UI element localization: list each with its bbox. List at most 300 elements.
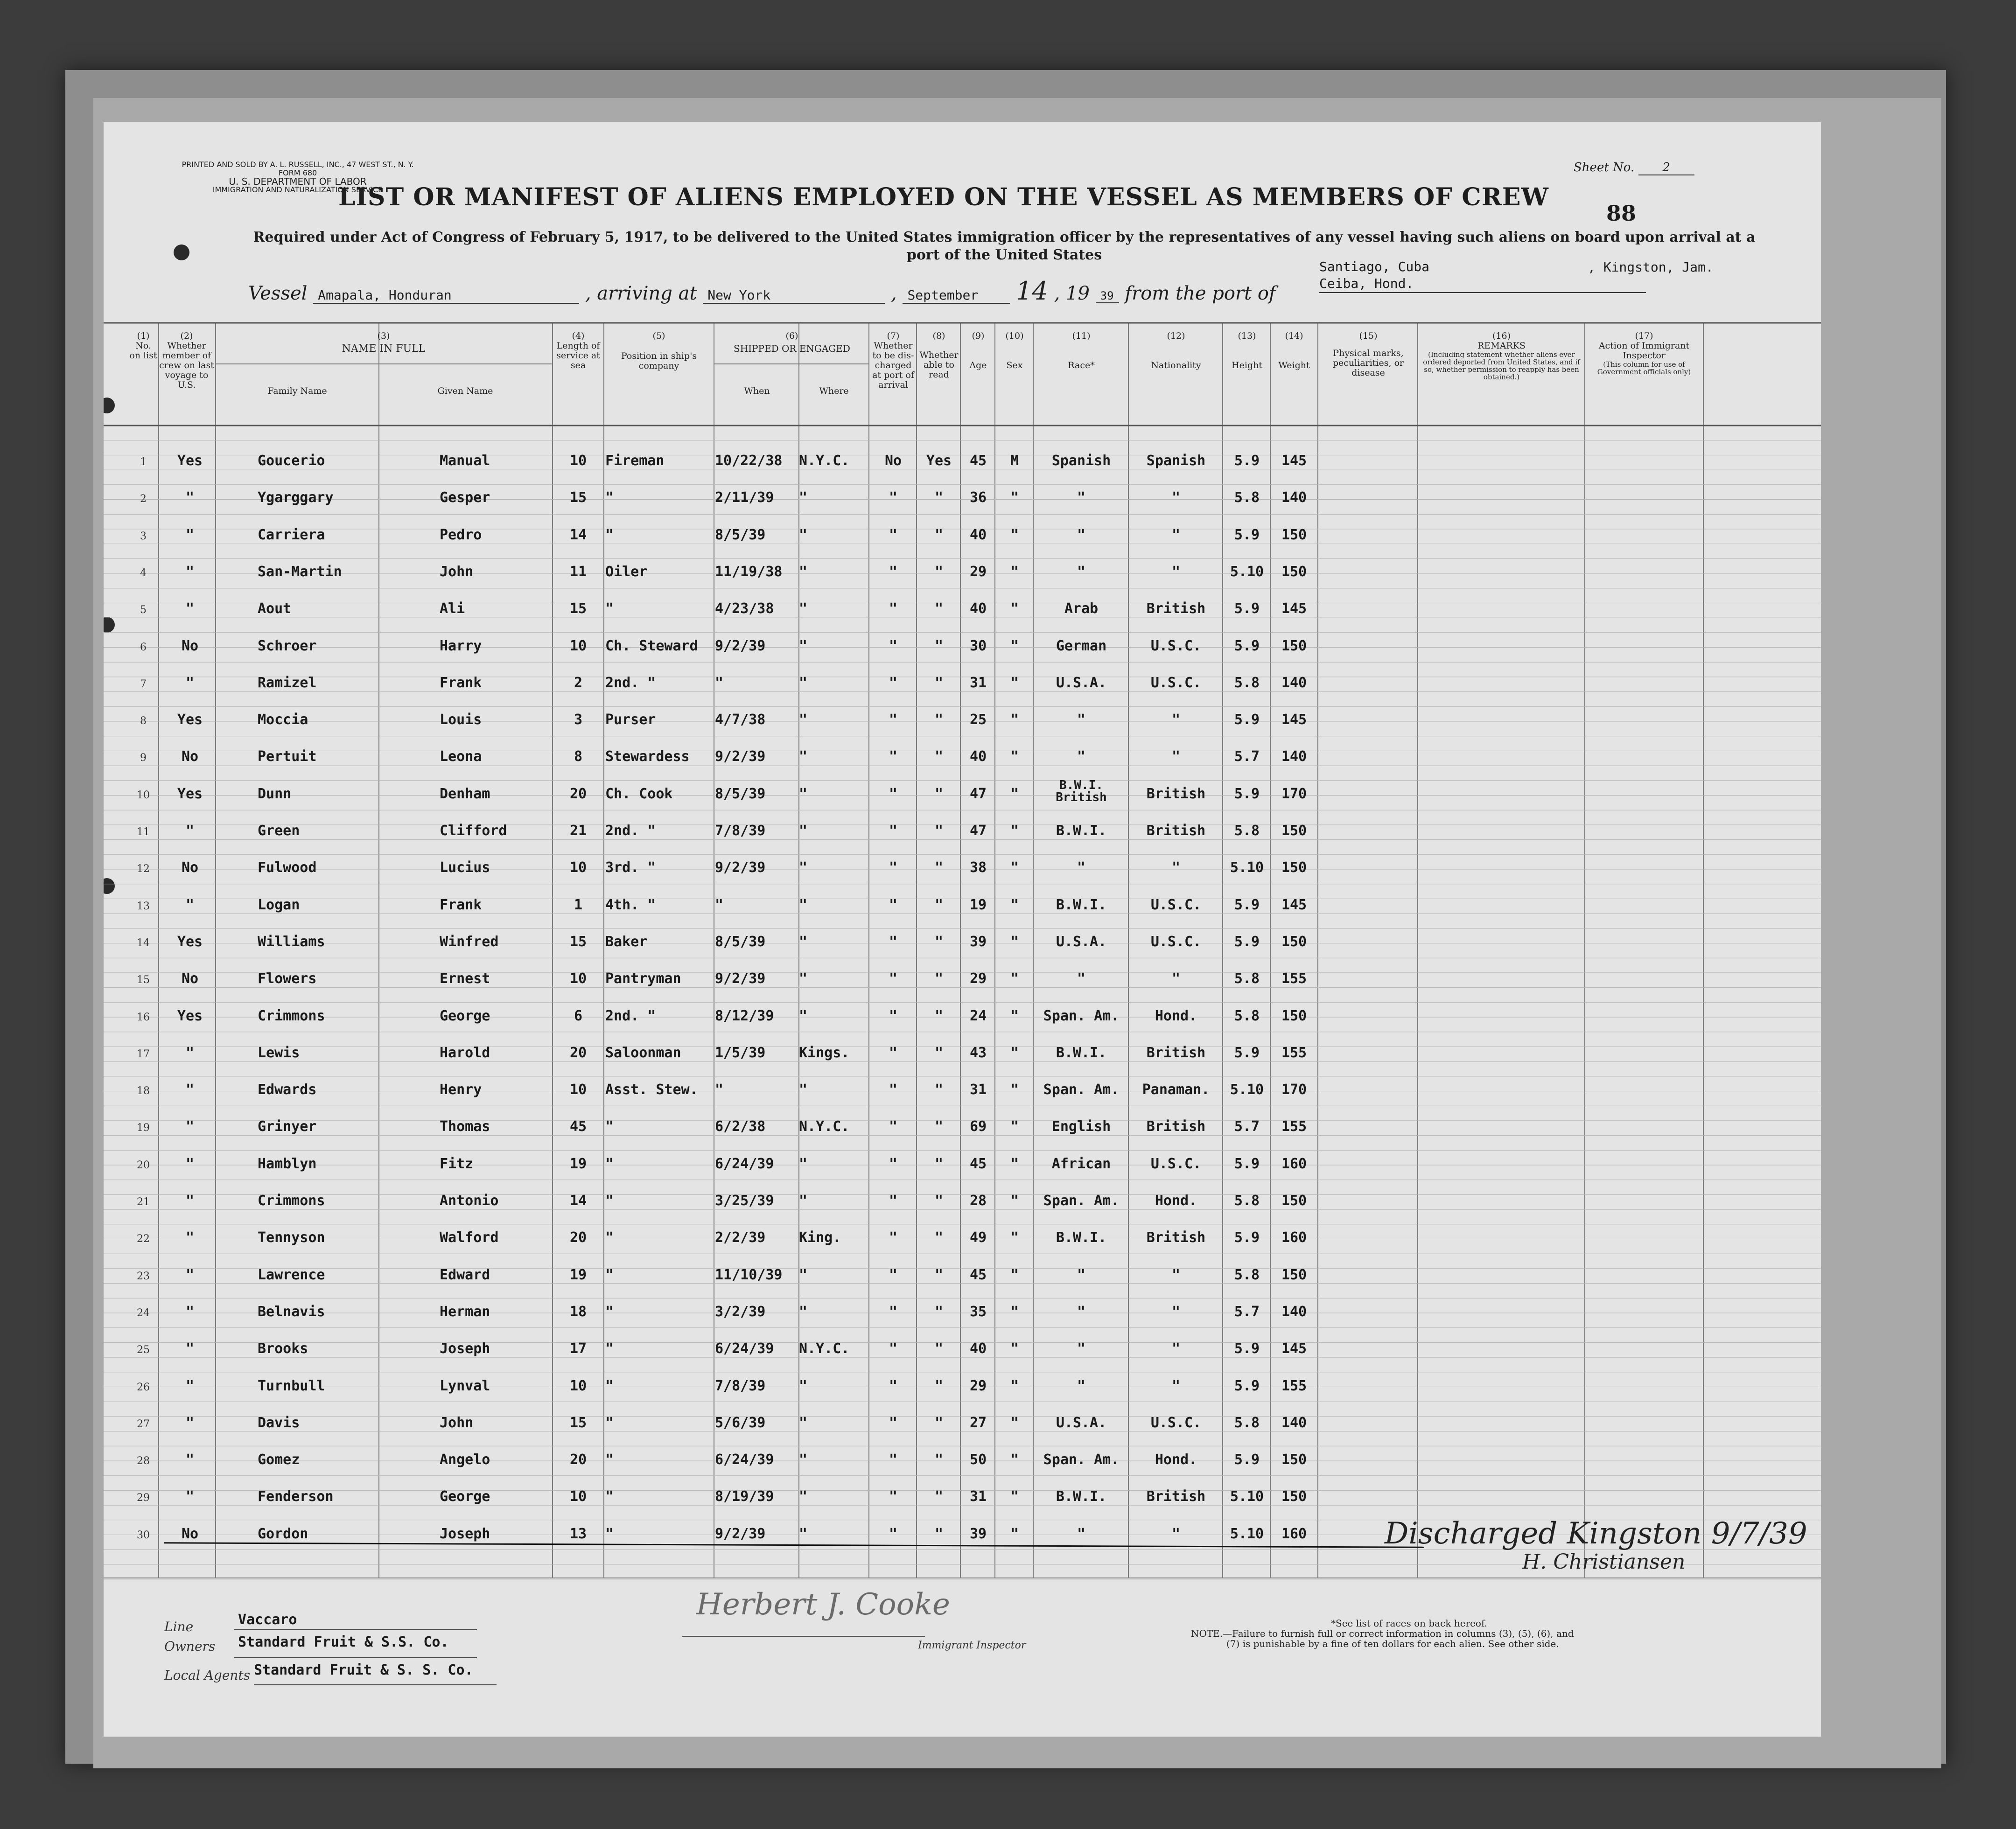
- cell-age: 39: [969, 1525, 987, 1542]
- cell-prev: ": [185, 600, 195, 617]
- cell-read: ": [934, 1488, 944, 1505]
- owners-label: Owners: [164, 1639, 216, 1654]
- cell-nationality: Spanish: [1146, 453, 1206, 469]
- cell-given: Pedro: [440, 526, 482, 543]
- row-number: 3: [140, 530, 147, 542]
- cell-read: ": [934, 748, 944, 765]
- col-8-header: [918, 331, 960, 380]
- cell-family: Dunn: [258, 785, 292, 802]
- cell-race: U.S.A.: [1056, 933, 1107, 950]
- subtitle-line: port of the United States: [906, 247, 1102, 263]
- cell-height: 5.10: [1230, 1488, 1264, 1505]
- cell-race: Span. Am.: [1043, 1007, 1120, 1024]
- cell-discharge: ": [889, 1082, 898, 1098]
- cell-position: ": [605, 1340, 614, 1357]
- cell-weight: 140: [1281, 748, 1307, 765]
- cell-prev: No: [181, 637, 199, 654]
- cell-prev: ": [185, 1303, 195, 1320]
- cell-sex: ": [1010, 674, 1019, 691]
- cell-nationality: U.S.C.: [1150, 933, 1202, 950]
- cell-sex: ": [1010, 1488, 1019, 1505]
- arriving-label: , arriving at: [585, 283, 697, 304]
- cell-read: ": [934, 1229, 944, 1246]
- cell-age: 24: [969, 1007, 987, 1024]
- cell-where: Kings.: [799, 1044, 850, 1061]
- cell-service: 21: [569, 823, 587, 839]
- cell-service: 15: [569, 600, 587, 617]
- cell-service: 45: [569, 1118, 587, 1135]
- cell-weight: 155: [1281, 1118, 1307, 1135]
- col-number: (12): [1167, 331, 1185, 341]
- cell-service: 19: [569, 1155, 587, 1172]
- cell-prev: ": [185, 1155, 195, 1172]
- col-label: Position in ship's company: [621, 351, 697, 371]
- cell-family: Pertuit: [258, 748, 317, 765]
- col-number: (2): [180, 331, 193, 341]
- cell-service: 2: [574, 674, 583, 691]
- cell-family: Williams: [258, 933, 325, 950]
- cell-position: 2nd. ": [605, 823, 656, 839]
- row-number: 12: [137, 863, 150, 875]
- cell-sex: ": [1010, 1044, 1019, 1061]
- col-label: Weight: [1278, 360, 1310, 370]
- cell-weight: 160: [1281, 1229, 1307, 1246]
- cell-family: Schroer: [258, 637, 317, 654]
- cell-discharge: ": [889, 526, 898, 543]
- cell-given: John: [440, 563, 474, 580]
- cell-when: 8/5/39: [715, 933, 766, 950]
- cell-sex: ": [1010, 489, 1019, 506]
- departure-port-1: Santiago, Cuba: [1319, 259, 1430, 274]
- cell-where: ": [799, 748, 808, 765]
- cell-height: 5.10: [1230, 1082, 1264, 1098]
- cell-given: Frank: [440, 674, 482, 691]
- cell-where: ": [799, 674, 808, 691]
- cell-height: 5.8: [1234, 1414, 1260, 1431]
- col-6-header: [715, 331, 869, 354]
- cell-height: 5.9: [1234, 1377, 1260, 1394]
- cell-race: Span. Am.: [1043, 1452, 1120, 1468]
- cell-race: Span. Am.: [1043, 1193, 1120, 1209]
- cell-prev: ": [185, 823, 195, 839]
- col-number: (14): [1285, 331, 1303, 341]
- cell-discharge: ": [889, 896, 898, 913]
- cell-given: Harold: [440, 1044, 490, 1061]
- cell-position: Fireman: [605, 453, 665, 469]
- cell-read: ": [934, 785, 944, 802]
- cell-position: 4th. ": [605, 896, 656, 913]
- cell-prev: Yes: [177, 453, 203, 469]
- cell-discharge: ": [889, 1007, 898, 1024]
- cell-age: 40: [969, 1340, 987, 1357]
- col-7-header: [870, 331, 917, 390]
- cell-service: 10: [569, 1488, 587, 1505]
- cell-read: ": [934, 933, 944, 950]
- cell-race: ": [1077, 526, 1086, 543]
- row-number: 16: [137, 1011, 150, 1023]
- cell-family: Lawrence: [258, 1266, 325, 1283]
- form-number: FORM 680: [278, 168, 317, 177]
- row-number: 18: [137, 1085, 150, 1097]
- cell-family: Lewis: [258, 1044, 300, 1061]
- cell-discharge: ": [889, 1525, 898, 1542]
- manifest-page: [104, 122, 1821, 1737]
- col-13-header: [1224, 331, 1270, 370]
- cell-where: ": [799, 637, 808, 654]
- cell-prev: No: [181, 970, 199, 987]
- cell-race: ": [1077, 489, 1086, 506]
- cell-weight: 160: [1281, 1525, 1307, 1542]
- cell-where: ": [799, 563, 808, 580]
- cell-weight: 150: [1281, 637, 1307, 654]
- arrival-year: 39: [1096, 289, 1119, 303]
- cell-given: Herman: [440, 1303, 490, 1320]
- cell-discharge: ": [889, 859, 898, 876]
- cell-age: 29: [969, 1377, 987, 1394]
- col-number: (10): [1005, 331, 1024, 341]
- row-number: 2: [140, 493, 147, 505]
- cell-height: 5.10: [1230, 563, 1264, 580]
- cell-nationality: U.S.C.: [1150, 674, 1202, 691]
- cell-family: Davis: [258, 1414, 300, 1431]
- col-label: NAME IN FULL: [342, 343, 426, 355]
- cell-nationality: Hond.: [1155, 1452, 1197, 1468]
- cell-family: Gordon: [258, 1525, 308, 1542]
- col-label: No. on list: [129, 341, 157, 361]
- cell-height: 5.9: [1234, 933, 1260, 950]
- cell-race: ": [1077, 563, 1086, 580]
- cell-given: Frank: [440, 896, 482, 913]
- row-number: 8: [140, 715, 147, 727]
- cell-position: Asst. Stew.: [605, 1082, 698, 1098]
- cell-position: ": [605, 1452, 614, 1468]
- cell-family: Ygarggary: [258, 489, 334, 506]
- col-3-header: [216, 331, 552, 354]
- cell-sex: ": [1010, 896, 1019, 913]
- cell-given: Clifford: [440, 823, 507, 839]
- row-number: 28: [137, 1455, 150, 1467]
- cell-where: ": [799, 526, 808, 543]
- cell-service: 10: [569, 970, 587, 987]
- cell-height: 5.7: [1234, 1118, 1260, 1135]
- cell-where: ": [799, 785, 808, 802]
- cell-race: ": [1077, 1340, 1086, 1357]
- cell-discharge: ": [889, 1340, 898, 1357]
- cell-given: Lynval: [440, 1377, 490, 1394]
- cell-weight: 145: [1281, 896, 1307, 913]
- cell-where: ": [799, 1082, 808, 1098]
- col-4-header: [553, 331, 604, 370]
- cell-race: German: [1056, 637, 1107, 654]
- cell-service: 18: [569, 1303, 587, 1320]
- col-label: SHIPPED OR ENGAGED: [734, 343, 850, 354]
- cell-sex: ": [1010, 748, 1019, 765]
- form-title: LIST OR MANIFEST OF ALIENS EMPLOYED ON THE VESSEL AS MEMBERS OF CREW: [338, 183, 1549, 211]
- cell-where: ": [799, 1007, 808, 1024]
- col-5-header: [605, 331, 713, 371]
- cell-read: ": [934, 970, 944, 987]
- cell-weight: 145: [1281, 453, 1307, 469]
- cell-where: King.: [799, 1229, 841, 1246]
- cell-given: Louis: [440, 712, 482, 728]
- cell-service: 14: [569, 1193, 587, 1209]
- cell-sex: ": [1010, 1525, 1019, 1542]
- cell-prev: ": [185, 1229, 195, 1246]
- cell-prev: ": [185, 1340, 195, 1357]
- cell-family: Grinyer: [258, 1118, 317, 1135]
- cell-sex: ": [1010, 563, 1019, 580]
- cell-where: ": [799, 1303, 808, 1320]
- cell-service: 20: [569, 1452, 587, 1468]
- cell-age: 31: [969, 1488, 987, 1505]
- cell-weight: 150: [1281, 526, 1307, 543]
- cell-position: 3rd. ": [605, 859, 656, 876]
- cell-family: Belnavis: [258, 1303, 325, 1320]
- cell-given: Henry: [440, 1082, 482, 1098]
- cell-given: Angelo: [440, 1452, 490, 1468]
- cell-age: 40: [969, 600, 987, 617]
- cell-prev: No: [181, 1525, 199, 1542]
- cell-position: ": [605, 526, 614, 543]
- cell-nationality: U.S.C.: [1150, 1155, 1202, 1172]
- cell-age: 69: [969, 1118, 987, 1135]
- cell-sex: ": [1010, 1007, 1019, 1024]
- cell-when: 11/19/38: [715, 563, 783, 580]
- cell-position: 2nd. ": [605, 1007, 656, 1024]
- cell-race: African: [1051, 1155, 1111, 1172]
- year-prefix: , 19: [1054, 283, 1090, 304]
- cell-when: 7/8/39: [715, 1377, 766, 1394]
- cell-nationality: U.S.C.: [1150, 896, 1202, 913]
- col-number: (4): [572, 331, 585, 341]
- row-number: 21: [137, 1196, 150, 1208]
- cell-read: ": [934, 896, 944, 913]
- inspector-label: Immigrant Inspector: [918, 1640, 1026, 1651]
- cell-race: English: [1051, 1118, 1111, 1135]
- cell-position: ": [605, 1414, 614, 1431]
- cell-sex: ": [1010, 1377, 1019, 1394]
- cell-prev: ": [185, 1266, 195, 1283]
- cell-height: 5.8: [1234, 970, 1260, 987]
- cell-when: 5/6/39: [715, 1414, 766, 1431]
- vessel-line: Vessel Amapala, Honduran , arriving at New York , September 14 , 19 39 from the port of: [248, 276, 1276, 306]
- col-label: Whether to be dis-charged at port of arrival: [872, 341, 914, 390]
- cell-read: ": [934, 712, 944, 728]
- cell-read: ": [934, 1377, 944, 1394]
- footer-rule: [234, 1657, 477, 1658]
- races-note: *See list of races on back hereof.: [1331, 1618, 1488, 1629]
- col-label: Length of service at sea: [556, 341, 600, 370]
- cell-weight: 150: [1281, 859, 1307, 876]
- cell-service: 15: [569, 489, 587, 506]
- cell-service: 20: [569, 785, 587, 802]
- cell-sex: ": [1010, 600, 1019, 617]
- col-2-header: [159, 331, 215, 390]
- cell-position: Saloonman: [605, 1044, 681, 1061]
- cell-discharge: ": [889, 489, 898, 506]
- col-note: (Including statement whether aliens ever ordered deported from United States, and if so, whether permission to reapply has been obtained.): [1423, 350, 1580, 381]
- cell-when: 11/10/39: [715, 1266, 783, 1283]
- col-3a-header: Family Name: [267, 386, 327, 396]
- col-label: Whether member of crew on last voyage to U.S.: [159, 341, 214, 390]
- cell-where: ": [799, 1488, 808, 1505]
- cell-age: 31: [969, 1082, 987, 1098]
- cell-given: Harry: [440, 637, 482, 654]
- cell-prev: ": [185, 1414, 195, 1431]
- cell-family: Fulwood: [258, 859, 317, 876]
- col-6a-header: When: [744, 386, 770, 396]
- cell-weight: 150: [1281, 1452, 1307, 1468]
- col-label: Age: [969, 360, 987, 370]
- col-number: (13): [1238, 331, 1256, 341]
- form-note: [1191, 1618, 1574, 1649]
- cell-discharge: ": [889, 1414, 898, 1431]
- cell-height: 5.10: [1230, 1525, 1264, 1542]
- cell-given: Fitz: [440, 1155, 474, 1172]
- cell-prev: No: [181, 748, 199, 765]
- cell-when: 7/8/39: [715, 823, 766, 839]
- cell-race: ": [1077, 1525, 1086, 1542]
- cell-nationality: British: [1146, 785, 1206, 802]
- cell-position: Purser: [605, 712, 656, 728]
- cell-nationality: British: [1146, 1229, 1206, 1246]
- cell-when: 1/5/39: [715, 1044, 766, 1061]
- cell-service: 8: [574, 748, 583, 765]
- cell-weight: 145: [1281, 712, 1307, 728]
- row-number: 29: [137, 1492, 150, 1504]
- line-value: Vaccaro: [238, 1612, 297, 1628]
- cell-when: 4/23/38: [715, 600, 774, 617]
- cell-given: Ernest: [440, 970, 490, 987]
- cell-family: Hamblyn: [258, 1155, 317, 1172]
- cell-service: 20: [569, 1229, 587, 1246]
- cell-height: 5.9: [1234, 1229, 1260, 1246]
- arrival-month: September: [903, 287, 1010, 304]
- cell-family: Carriera: [258, 526, 325, 543]
- row-number: 20: [137, 1159, 150, 1171]
- cell-read: ": [934, 859, 944, 876]
- col-label: REMARKS: [1477, 341, 1526, 351]
- cell-discharge: ": [889, 1044, 898, 1061]
- cell-age: 43: [969, 1044, 987, 1061]
- cell-where: ": [799, 859, 808, 876]
- cell-weight: 140: [1281, 1303, 1307, 1320]
- cell-read: ": [934, 1414, 944, 1431]
- handwritten-initials: H. Christiansen: [1522, 1550, 1686, 1574]
- col-label: Race*: [1068, 360, 1095, 370]
- cell-given: Joseph: [440, 1340, 490, 1357]
- col-number: (7): [887, 331, 900, 341]
- arrival-day: 14: [1016, 276, 1048, 306]
- printer-line: PRINTED AND SOLD BY A. L. RUSSELL, INC., 47 WEST ST., N. Y.: [182, 160, 414, 169]
- cell-height: 5.8: [1234, 1193, 1260, 1209]
- cell-when: 4/7/38: [715, 712, 766, 728]
- cell-when: 9/2/39: [715, 748, 766, 765]
- cell-where: ": [799, 933, 808, 950]
- cell-nationality: ": [1171, 712, 1181, 728]
- cell-family: Green: [258, 823, 300, 839]
- cell-family: Goucerio: [258, 453, 325, 469]
- cell-given: Thomas: [440, 1118, 490, 1135]
- cell-weight: 145: [1281, 600, 1307, 617]
- cell-when: 2/2/39: [715, 1229, 766, 1246]
- cell-sex: ": [1010, 823, 1019, 839]
- cell-nationality: ": [1171, 526, 1181, 543]
- cell-age: 49: [969, 1229, 987, 1246]
- agents-value: Standard Fruit & S. S. Co.: [254, 1662, 473, 1678]
- cell-read: ": [934, 1082, 944, 1098]
- cell-race: B.W.I. British: [1056, 778, 1107, 804]
- cell-discharge: ": [889, 1229, 898, 1246]
- cell-nationality: British: [1146, 1488, 1206, 1505]
- cell-nationality: U.S.C.: [1150, 1414, 1202, 1431]
- cell-service: 10: [569, 1377, 587, 1394]
- cell-when: 8/5/39: [715, 785, 766, 802]
- cell-when: 6/24/39: [715, 1452, 774, 1468]
- cell-read: ": [934, 1007, 944, 1024]
- cell-discharge: ": [889, 970, 898, 987]
- cell-prev: Yes: [177, 712, 203, 728]
- cell-prev: ": [185, 489, 195, 506]
- cell-position: ": [605, 1266, 614, 1283]
- cell-position: ": [605, 1488, 614, 1505]
- row-number: 9: [140, 752, 147, 764]
- cell-height: 5.9: [1234, 785, 1260, 802]
- cell-prev: ": [185, 563, 195, 580]
- cell-discharge: ": [889, 637, 898, 654]
- col-6b-header: Where: [819, 386, 849, 396]
- cell-age: 31: [969, 674, 987, 691]
- cell-race: Span. Am.: [1043, 1082, 1120, 1098]
- cell-nationality: ": [1171, 859, 1181, 876]
- cell-race: ": [1077, 712, 1086, 728]
- cell-when: 6/24/39: [715, 1155, 774, 1172]
- cell-discharge: ": [889, 1377, 898, 1394]
- cell-sex: ": [1010, 1303, 1019, 1320]
- cell-read: ": [934, 1193, 944, 1209]
- cell-prev: No: [181, 859, 199, 876]
- row-number: 10: [137, 789, 150, 801]
- cell-read: ": [934, 1303, 944, 1320]
- cell-height: 5.7: [1234, 1303, 1260, 1320]
- cell-given: Edward: [440, 1266, 490, 1283]
- sheet-label: Sheet No.: [1574, 161, 1635, 175]
- cell-race: B.W.I.: [1056, 1488, 1107, 1505]
- cell-race: ": [1077, 748, 1086, 765]
- cell-nationality: ": [1171, 970, 1181, 987]
- row-number: 24: [137, 1307, 150, 1319]
- cell-nationality: ": [1171, 489, 1181, 506]
- cell-when: 2/11/39: [715, 489, 774, 506]
- cell-height: 5.8: [1234, 674, 1260, 691]
- cell-family: Edwards: [258, 1082, 317, 1098]
- cell-age: 19: [969, 896, 987, 913]
- cell-height: 5.9: [1234, 453, 1260, 469]
- cell-height: 5.8: [1234, 823, 1260, 839]
- cell-sex: ": [1010, 1155, 1019, 1172]
- cell-race: ": [1077, 1303, 1086, 1320]
- cell-given: Denham: [440, 785, 490, 802]
- col-16-header: [1419, 331, 1584, 381]
- cell-nationality: ": [1171, 1266, 1181, 1283]
- cell-given: Ali: [440, 600, 465, 617]
- col-number: (15): [1359, 331, 1378, 341]
- cell-service: 3: [574, 712, 583, 728]
- cell-read: ": [934, 1340, 944, 1357]
- cell-weight: 150: [1281, 1007, 1307, 1024]
- note-line: (7) is punishable by a fine of ten dollars for each alien. See other side.: [1226, 1638, 1559, 1649]
- agents-label: Local Agents: [164, 1668, 251, 1683]
